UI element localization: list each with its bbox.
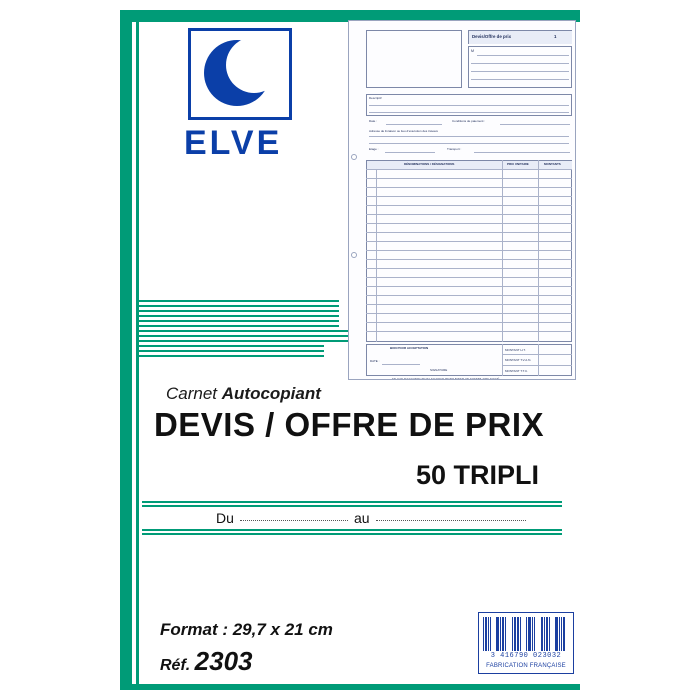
form-footer-note: EN CAS D'ACCORD VEUILLEZ NOUS RETOURNER UN EXEMPLAIRE SIGNÉ: [392, 377, 500, 380]
form-date-label: Date :: [369, 119, 378, 123]
form-col-price: PRIX UNITAIRE: [507, 162, 529, 166]
form-col-amount: MONTANTS: [544, 162, 561, 166]
carnet-label: [166, 384, 321, 404]
form-col-designation: DÉNOMINATIONS / DÉSIGNATIONS: [404, 162, 455, 166]
barcode-digits: 3 416790 023032: [490, 652, 562, 660]
ref-prefix: Réf.: [160, 657, 195, 674]
form-etage-label: Etage :: [369, 147, 379, 151]
format-label: Format : 29,7 x 21 cm: [160, 620, 333, 639]
devis-form-preview: [348, 20, 576, 380]
decorative-stripes: [139, 300, 339, 360]
logo-circle-cut-icon: [226, 37, 282, 93]
brand-name: ELVE: [184, 124, 283, 162]
form-ttc-label: MONTANT T.T.C.: [505, 369, 529, 373]
punch-hole-icon: [351, 252, 357, 258]
form-date-sign-label: DATE :: [370, 359, 380, 363]
form-client-box: [468, 46, 572, 88]
au-label: au: [350, 510, 374, 526]
form-company-box: [366, 30, 462, 88]
product-title: DEVIS / OFFRE DE PRIX: [153, 406, 545, 443]
barcode: [478, 612, 574, 674]
form-descriptif-label: Descriptif: [369, 96, 382, 100]
du-dotted-rule: [240, 520, 348, 521]
carnet-prefix: Carnet: [166, 384, 222, 403]
form-conditions-label: Conditions de paiement :: [452, 119, 486, 123]
date-range-field: [142, 498, 562, 538]
product-subtitle: 50 TRIPLI: [415, 460, 539, 490]
form-transport-label: Transport :: [447, 147, 462, 151]
form-address-label: Adresse de livraison ou lieu d'exécution des travaux: [369, 129, 438, 133]
form-doc-number: 1: [554, 34, 557, 39]
barcode-bars: [483, 617, 571, 651]
elve-logo: [184, 28, 308, 162]
form-m-label: M: [471, 49, 474, 53]
barcode-caption: FABRICATION FRANÇAISE: [486, 663, 566, 669]
carnet-bold: Autocopiant: [221, 384, 321, 403]
ref-number: 2303: [194, 646, 253, 676]
form-doc-title: Devis/Offre de prix: [472, 34, 512, 39]
reference-label: [160, 646, 253, 677]
au-dotted-rule: [376, 520, 526, 521]
form-tva-label: MONTANT T.V.A.%: [505, 358, 531, 362]
cover-bottom-band: [120, 684, 580, 690]
punch-hole-icon: [351, 154, 357, 160]
du-label: Du: [212, 510, 238, 526]
form-bon-label: BON POUR ACCEPTATION: [390, 346, 429, 350]
form-total-ht-label: MONTANT H.T.: [505, 348, 526, 352]
cover-left-band: [120, 10, 132, 690]
form-signature-label: SIGNATURE: [430, 368, 448, 372]
